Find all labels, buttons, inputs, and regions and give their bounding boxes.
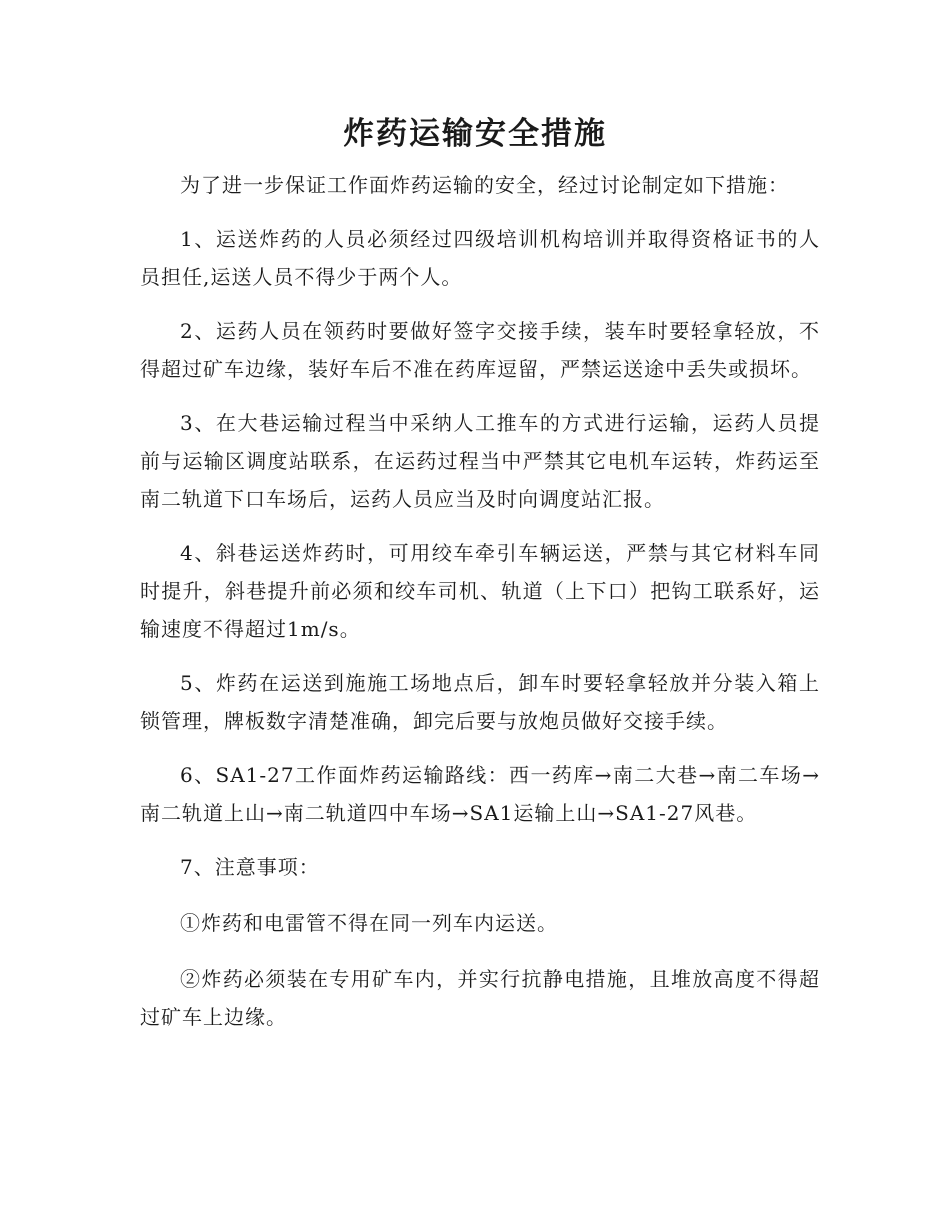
paragraph-5: 5、炸药在运送到施施工场地点后，卸车时要轻拿轻放并分装入箱上锁管理，牌板数字清楚准确，卸完后要与放炮员做好交接手续。 <box>140 671 820 733</box>
paragraph-3: 3、在大巷运输过程当中采纳人工推车的方式进行运输，运药人员提前与运输区调度站联系，在运药过程当中严禁其它电机车运转，炸药运至南二轨道下口车场后，运药人员应当及时向调度站汇报。 <box>140 411 820 511</box>
paragraph-7: 7、注意事项： <box>180 855 320 879</box>
note-item-2: ②炸药必须装在专用矿车内，并实行抗静电措施，且堆放高度不得超过矿车上边缘。 <box>140 967 820 1029</box>
document-title: 炸药运输安全措施 <box>343 116 607 152</box>
paragraph-1: 1、运送炸药的人员必须经过四级培训机构培训并取得资格证书的人员担任,运送人员不得少于两个人。 <box>140 227 820 289</box>
paragraph-4: 4、斜巷运送炸药时，可用绞车牵引车辆运送，严禁与其它材料车同时提升，斜巷提升前必须和绞车司机、轨道（上下口）把钩工联系好，运输速度不得超过1m/s。 <box>140 541 820 641</box>
document-body <box>140 166 820 1052</box>
paragraph-2: 2、运药人员在领药时要做好签字交接手续，装车时要轻拿轻放，不得超过矿车边缘，装好车后不准在药库逗留，严禁运送途中丢失或损坏。 <box>140 319 820 381</box>
note-item-1: ①炸药和电雷管不得在同一列车内运送。 <box>180 911 558 935</box>
paragraph-6: 6、SA1-27工作面炸药运输路线：西一药库→南二大巷→南二车场→南二轨道上山→南二轨道四中车场→SA1运输上山→SA1-27风巷。 <box>140 763 820 825</box>
intro-paragraph: 为了进一步保证工作面炸药运输的安全，经过讨论制定如下措施： <box>180 173 789 197</box>
